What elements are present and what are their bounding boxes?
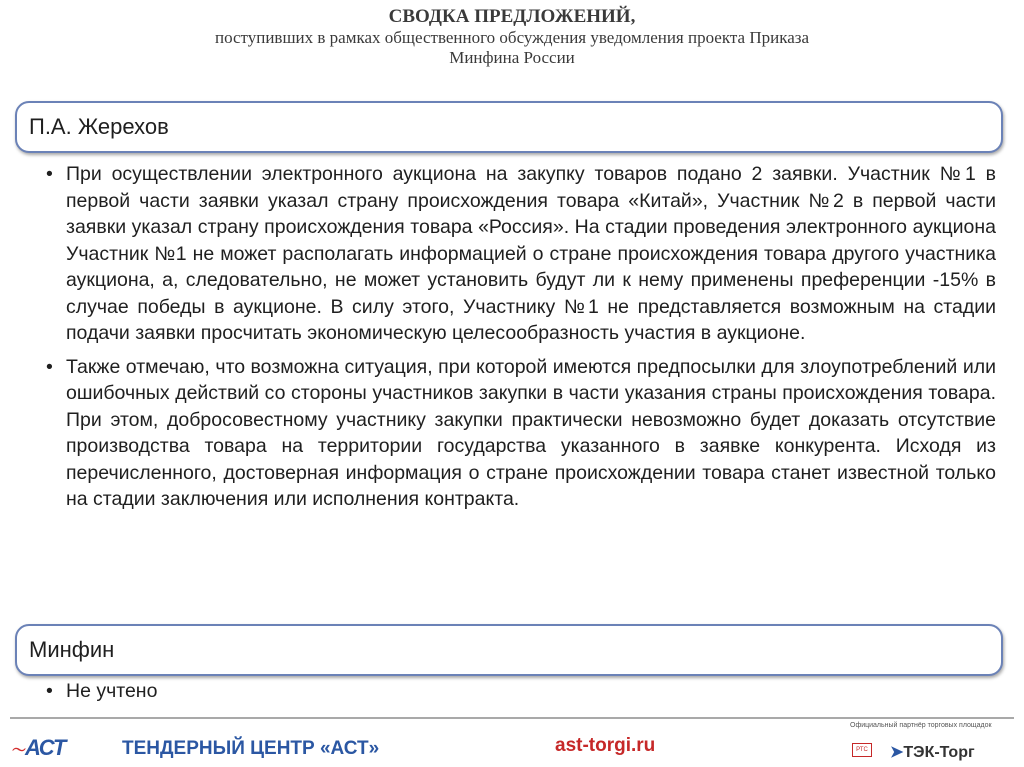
logo-text: АСТ — [25, 735, 66, 760]
swoosh-icon: 〜 — [12, 742, 25, 758]
tek-torg-logo — [890, 742, 975, 762]
header-ministry: Минфина России — [449, 48, 575, 67]
site-link[interactable]: ast-torgi.ru — [555, 735, 656, 756]
proposal-list — [46, 161, 996, 520]
author-name: Минфин — [29, 637, 115, 662]
author-box-minfin — [15, 624, 1003, 676]
author-box-zherekhov — [15, 101, 1003, 153]
tender-center-name: ТЕНДЕРНЫЙ ЦЕНТР «АСТ» — [122, 738, 380, 759]
list-item: • Также отмечаю, что возможна ситуация, при которой имеются предпосылки для злоупотреблений или ошибочных действий со стороны участников закупки в части указания страны происхождения товара. При этом, добросовестному участнику закупки практически невозможно будет доказать отсутствие производства товара на территории государства указанного в заявке конкурента. Исходя из перечисленного, достоверная информация о стране происхождении товара станет известной только на стадии заключения или исполнения контракта. — [46, 354, 996, 513]
header-title: СВОДКА ПРЕДЛОЖЕНИЙ, — [388, 6, 636, 27]
ast-logo — [12, 735, 65, 761]
list-item: • При осуществлении электронного аукциона на закупку товаров подано 2 заявки. Участник №1 в первой части заявки указал страну происхождения товара «Китай», Участник №2 в первой части заявки указал страну происхождения товара «Россия». На стадии проведения электронного аукциона Участник №1 не может располагать информацией о стране происхождения товара другого участника аукциона, а, следовательно, не может установить будут ли к нему применены преференции -15% в случае победы в аукционе. В силу этого, Участнику №1 не представляется возможным на стадии подачи заявки просчитать экономическую целесообразность участия в аукционе. — [46, 161, 996, 347]
author-name: П.А. Жерехов — [29, 114, 169, 139]
tek-arrow-icon: ➤ — [890, 744, 904, 761]
header-subtitle: поступивших в рамках общественного обсуждения уведомления проекта Приказа — [214, 28, 810, 47]
response-list — [46, 678, 996, 712]
partner-caption: Официальный партнёр торговых площадок — [850, 722, 992, 729]
document-header — [0, 6, 1024, 68]
rts-logo: РТС — [852, 743, 872, 757]
list-item: • Не учтено — [46, 678, 996, 705]
tek-torg-text: ТЭК-Торг — [903, 744, 975, 761]
footer-divider — [10, 717, 1014, 719]
